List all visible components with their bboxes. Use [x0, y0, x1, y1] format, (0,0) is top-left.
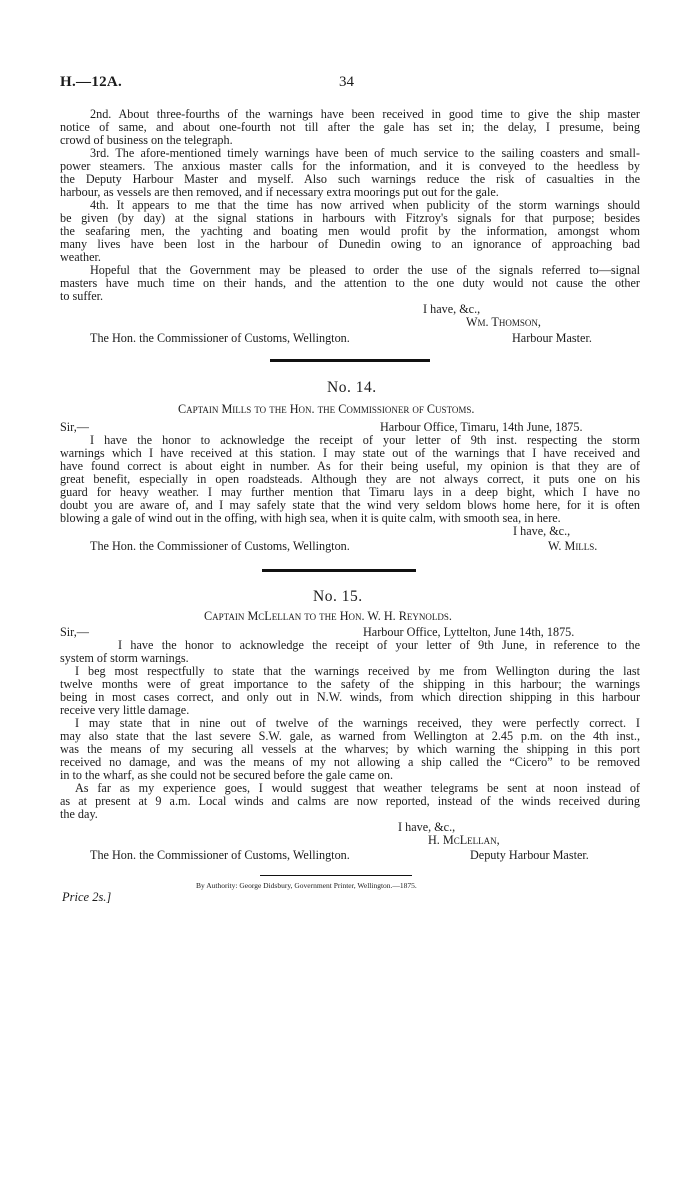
body-line: was the means of my securing all vessels at the wharves; by which warning the shipping in this port	[60, 742, 640, 756]
closing: I have, &c.,	[513, 524, 571, 538]
body-line: system of storm warnings.	[60, 651, 189, 665]
printer-imprint: By Authority: George Didsbury, Government Printer, Wellington.—1875.	[196, 881, 417, 890]
body-line: guard for heavy weather. I may further mention that Timaru lays in a deep bight, which I have no	[60, 485, 640, 499]
letter-number: No. 15.	[313, 588, 363, 605]
signature: H. McLellan,	[428, 833, 500, 847]
footer-divider	[260, 875, 412, 876]
body-line: the Deputy Harbour Master and myself. Also such warnings reduce the risk of casualties in the	[60, 172, 640, 186]
salutation: Sir,—	[60, 625, 89, 639]
body-line: Hopeful that the Government may be pleased to order the use of the signals referred to—signal	[90, 263, 640, 277]
body-line: 2nd. About three-fourths of the warnings have been received in good time to give the ship master	[90, 107, 640, 121]
body-line: great benefit, especially in open roadsteads. Although they are not always correct, it puts one on his	[60, 472, 640, 486]
body-line: have found correct is about eight in number. As for their being useful, my opinion is that they are of	[60, 459, 640, 473]
body-line: twelve months were of great importance to the safety of the shipping in this harbour; the warnings	[60, 677, 640, 691]
closing: I have, &c.,	[398, 820, 456, 834]
body-line: doubt you are aware of, and I may safely state that the wind very seldom blows home here, for it is often	[60, 498, 640, 512]
addressee: The Hon. the Commissioner of Customs, Wellington.	[90, 848, 350, 862]
letter-address: Harbour Office, Timaru, 14th June, 1875.	[380, 420, 583, 434]
body-line: I have the honor to acknowledge the receipt of your letter of 9th June, in reference to the	[118, 638, 640, 652]
body-line: may also state that the last severe S.W. gale, as warned from Wellington at 2.45 p.m. on the 4th inst.,	[60, 729, 640, 743]
signature-title: Deputy Harbour Master.	[470, 848, 589, 862]
body-line: As far as my experience goes, I would suggest that weather telegrams be sent at noon instead of	[75, 781, 640, 795]
signature: W. Mills.	[548, 539, 598, 553]
body-line: to suffer.	[60, 289, 104, 303]
body-line: received no damage, and was the means of my not allowing a ship called the “Cicero” to be removed	[60, 755, 640, 769]
addressee: The Hon. the Commissioner of Customs, Wellington.	[90, 331, 350, 345]
body-line: power steamers. The anxious master calls for the information, and it is conveyed to the heedless by	[60, 159, 640, 173]
signature-title: Harbour Master.	[512, 331, 592, 345]
letter-address: Harbour Office, Lyttelton, June 14th, 1875.	[363, 625, 575, 639]
body-line: 4th. It appears to me that the time has now arrived when publicity of the storm warnings should	[90, 198, 640, 212]
body-line: warnings which I have received at this station. I may state out of the warnings that I have received and	[60, 446, 640, 460]
section-divider	[270, 359, 430, 362]
body-line: receive very little damage.	[60, 703, 190, 717]
body-line: weather.	[60, 250, 101, 264]
body-line: I beg most respectfully to state that the warnings received by me from Wellington during the last	[75, 664, 640, 678]
body-line: blowing a gale of wind out in the offing, with high sea, when it is quite calm, with smooth sea, in here.	[60, 511, 561, 525]
body-line: the day.	[60, 807, 98, 821]
body-line: in to the wharf, as she could not be secured before the gale came on.	[60, 768, 393, 782]
body-line: harbour, as vessels are then removed, and if necessary extra moorings put out for the gale.	[60, 185, 499, 199]
page-code: H.—12A.	[60, 74, 123, 90]
body-line: being in most cases correct, and only out in N.W. winds, from which direction shipping in this harbour	[60, 690, 640, 704]
body-line: be given (by day) at the signal stations in harbours with Fitzroy's signals for that purpose; besides	[60, 211, 640, 225]
signature: Wm. Thomson,	[466, 315, 541, 329]
letter-number: No. 14.	[327, 379, 377, 396]
closing: I have, &c.,	[423, 302, 481, 316]
body-line: masters have much time on their hands, and the attention to the one duty would not cause the other	[60, 276, 640, 290]
body-line: crowd of business on the telegraph.	[60, 133, 233, 147]
body-line: I may state that in nine out of twelve of the warnings received, they were perfectly correct. I	[75, 716, 640, 730]
page-number: 34	[339, 74, 354, 90]
body-line: as at present at 9 a.m. Local winds and calms are now reported, instead of the winds received during	[60, 794, 640, 808]
body-line: the seafaring men, the yachting and boating men would profit by the information, amongst whom	[60, 224, 640, 238]
body-line: many lives have been lost in the harbour of Dunedin owing to an ignorance of approaching bad	[60, 237, 640, 251]
addressee: The Hon. the Commissioner of Customs, Wellington.	[90, 539, 350, 553]
section-divider	[262, 569, 416, 572]
body-line: I have the honor to acknowledge the receipt of your letter of 9th inst. respecting the storm	[90, 433, 640, 447]
letter-heading: Captain McLellan to the Hon. W. H. Reynolds.	[204, 609, 452, 623]
salutation: Sir,—	[60, 420, 89, 434]
body-line: 3rd. The afore-mentioned timely warnings have been of much service to the sailing coasters and small-	[90, 146, 640, 160]
body-line: notice of same, and about one-fourth not till after the gale has set in; the delay, I presume, being	[60, 120, 640, 134]
price: Price 2s.]	[62, 890, 112, 904]
letter-heading: Captain Mills to the Hon. the Commissioner of Customs.	[178, 402, 475, 416]
